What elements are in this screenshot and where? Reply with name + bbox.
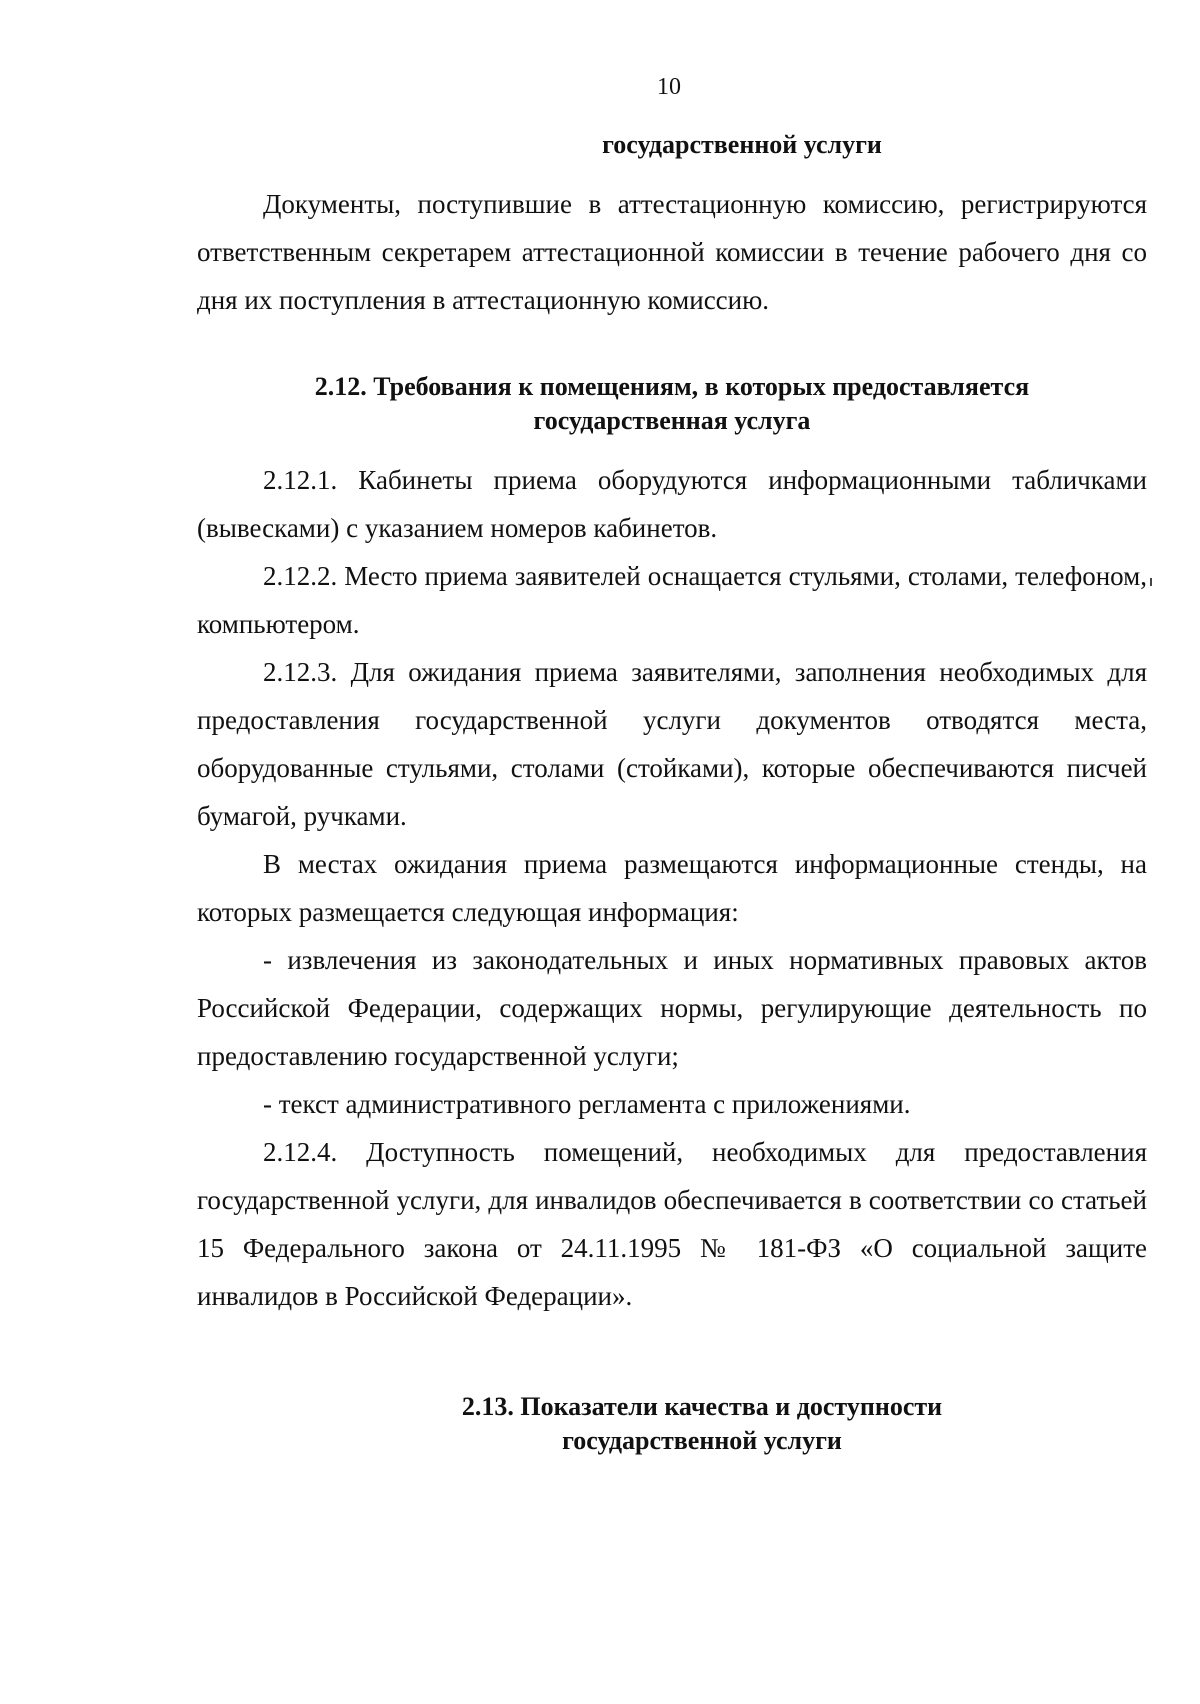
section-2-13-heading [197,1390,1147,1458]
paragraph-info-stands: В местах ожидания приема размещаются информационные стенды, на которых размещается следующая информация: [197,849,1147,927]
document-body [197,128,1147,1458]
heading-line-1: 2.12. Требования к помещениям, в которых предоставляется [314,372,1030,401]
paragraph-2-12-4: 2.12.4. Доступность помещений, необходимых для предоставления государственной услуги, для инвалидов обеспечивается в соответствии со статьей 15 Федерального закона от 24.11.1995 № 181-ФЗ «О социальной защите инвалидов в Российской Федерации». [197,1137,1147,1311]
paragraph-2-12-2: 2.12.2. Место приема заявителей оснащается стульями, столами, телефоном, компьютером. [197,561,1147,639]
scan-artifact [1150,578,1152,586]
section-2-12-heading [197,370,1147,438]
intro-paragraph: Документы, поступившие в аттестационную комиссию, регистрируются ответственным секретарем аттестационной комиссии в течение рабочего дня со дня их поступления в аттестационную комиссию. [197,189,1147,315]
heading-line: государственной услуги [602,130,882,159]
heading-line-2: государственная услуга [533,406,811,435]
continued-section-heading [197,128,1147,162]
paragraph-2-12-3: 2.12.3. Для ожидания приема заявителями, заполнения необходимых для предоставления государственной услуги документов отводятся места, оборудованные стульями, столами (стойками), которые обеспечиваются писчей бумагой, ручками. [197,657,1147,831]
heading-line-2: государственной услуги [562,1426,842,1455]
paragraph-2-12-1: 2.12.1. Кабинеты приема оборудуются информационными табличками (вывесками) с указанием номеров кабинетов. [197,465,1147,543]
list-item-regulation-text: - текст административного регламента с приложениями. [263,1089,911,1119]
list-item-extracts: - извлечения из законодательных и иных нормативных правовых актов Российской Федерации, содержащих нормы, регулирующие деятельность по предоставлению государственной услуги; [197,945,1147,1071]
page-number: 10 [657,74,681,100]
heading-line-1: 2.13. Показатели качества и доступности [461,1392,943,1421]
